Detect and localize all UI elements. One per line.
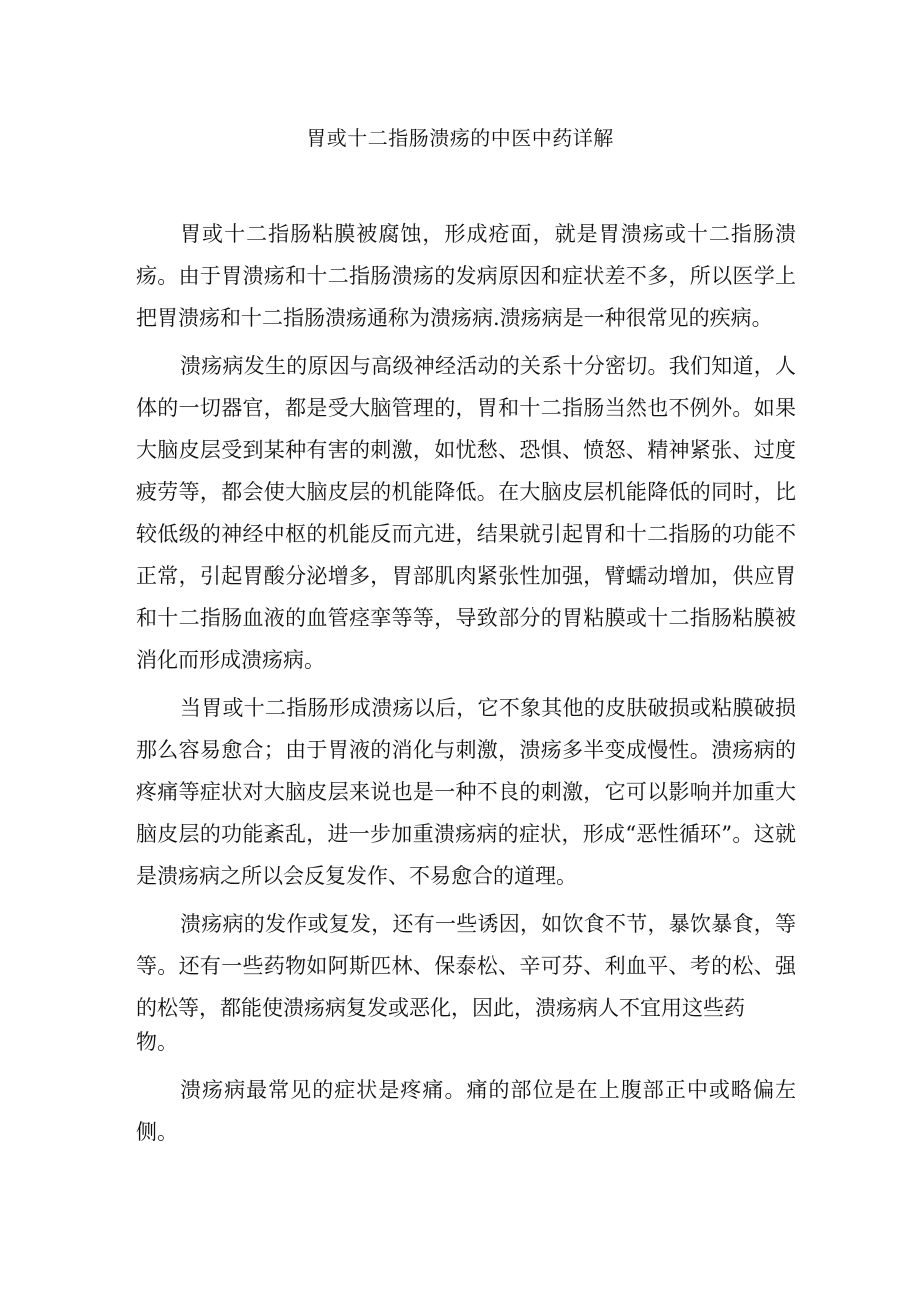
paragraph-1: 胃或十二指肠粘膜被腐蚀，形成疮面，就是胃溃疡或十二指肠溃疡。由于胃溃疡和十二指肠溃疡的发病原因和症状差不多，所以医学上把胃溃疡和十二指肠溃疡通称为溃疡病.溃疡病是一种很常见的疾病。 <box>136 222 796 330</box>
paragraph-3: 当胃或十二指肠形成溃疡以后，它不象其他的皮肤破损或粘膜破损那么容易愈合；由于胃液的消化与刺激，溃疡多半变成慢性。溃疡病的疼痛等症状对大脑皮层来说也是一种不良的刺激，它可以影响并加重大脑皮层的功能紊乱，进一步加重溃疡病的症状，形成“恶性循环”。这就是溃疡病之所以会反复发作、不易愈合的道理。 <box>136 696 796 888</box>
paragraph-4-text: 溃疡病的发作或复发，还有一些诱因，如饮食不节，暴饮暴食，等等。还有一些药物如阿斯匹林、保泰松、辛可芬、利血平、考的松、强的松等，都能使溃疡病复发或恶化，因此，溃疡病人不宜用这些药 <box>136 912 796 1020</box>
paragraph-4 <box>136 903 796 1063</box>
document-body <box>136 213 796 1159</box>
paragraph-2: 溃疡病发生的原因与高级神经活动的关系十分密切。我们知道，人体的一切器官，都是受大脑管理的，胃和十二指肠当然也不例外。如果大脑皮层受到某种有害的刺激，如忧愁、恐惧、愤怒、精神紧张、过度疲劳等，都会使大脑皮层的机能降低。在大脑皮层机能降低的同时，比较低级的神经中枢的机能反而亢进，结果就引起胃和十二指肠的功能不正常，引起胃酸分泌增多，胃部肌肉紧张性加强，臂蠕动增加，供应胃和十二指肠血液的血管痉挛等等，导致部分的胃粘膜或十二指肠粘膜被消化而形成溃疡病。 <box>136 354 796 672</box>
paragraph-5: 溃疡病最常见的症状是疼痛。痛的部位是在上腹部正中或略偏左侧。 <box>136 1078 796 1144</box>
document-title: 胃或十二指肠溃疡的中医中药详解 <box>306 126 614 150</box>
paragraph-4-continuation: 物。 <box>136 1030 178 1054</box>
